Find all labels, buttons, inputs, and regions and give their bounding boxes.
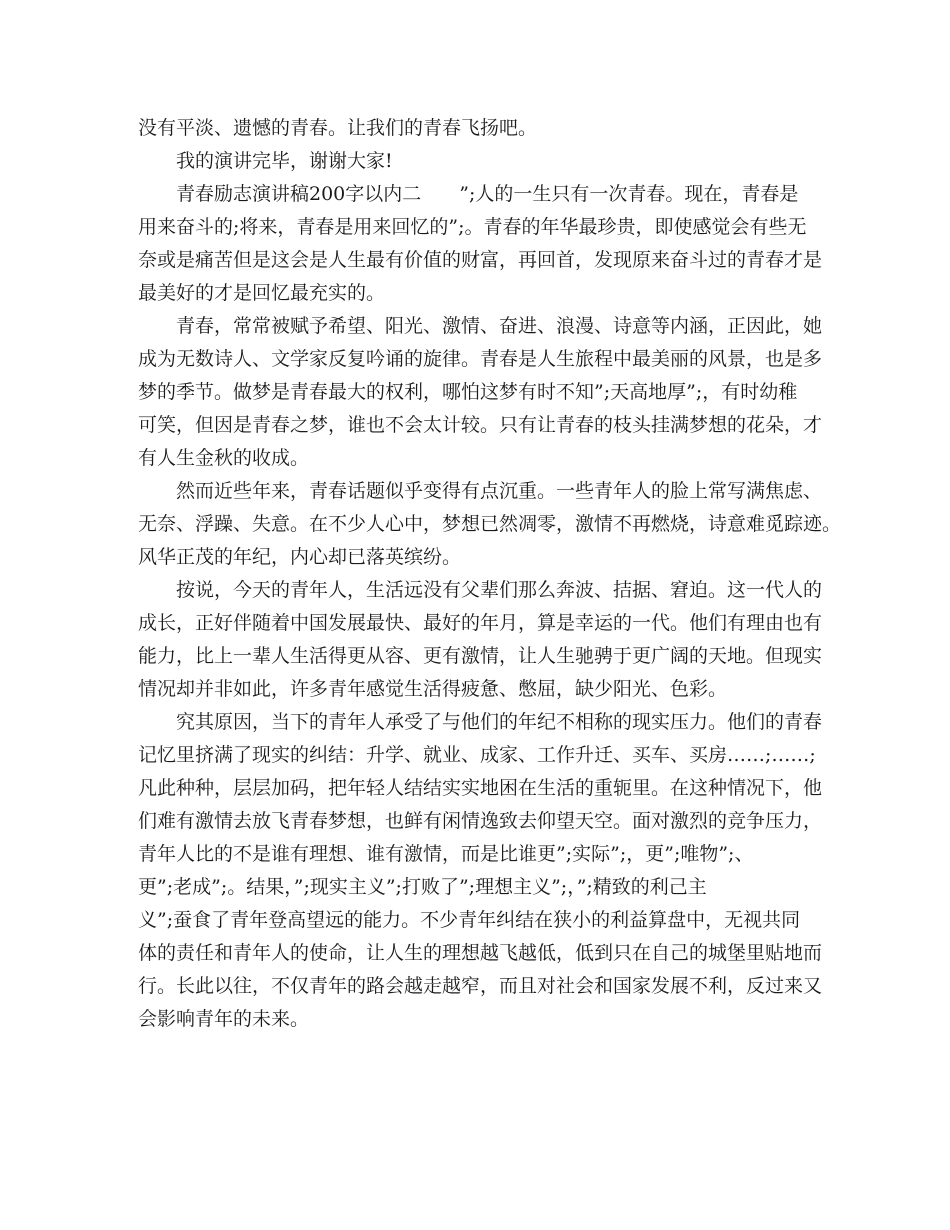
text-line: 梦的季节。做梦是青春最大的权利，哪怕这梦有时不知”;天高地厚”;，有时幼稚 [138, 381, 798, 403]
text-line: 最美好的才是回忆最充实的。 [138, 282, 386, 304]
text-line: 情况却并非如此，许多青年感觉生活得疲惫、憋屈，缺少阳光、色彩。 [138, 678, 728, 700]
text-line: 更”;老成”;。结果，”;现实主义”;打败了”;理想主义”;，”;精致的利己主 [138, 876, 707, 898]
text-line: 青年人比的不是谁有理想、谁有激情，而是比谁更”;实际”;，更”;唯物”;、 [138, 843, 754, 865]
text-line: 行。长此以往，不仅青年的路会越走越窄，而且对社会和国家发展不利，反过来又 [138, 975, 823, 997]
text-line: 风华正茂的年纪，内心却已落英缤纷。 [138, 546, 462, 568]
text-line: 无奈、浮躁、失意。在不少人心中，梦想已然凋零，激情不再燃烧，诗意难觅踪迹。 [138, 513, 842, 535]
text-line: 青春励志演讲稿200字以内二 ”;人的一生只有一次青春。现在，青春是 [176, 183, 799, 205]
text-line: 究其原因，当下的青年人承受了与他们的年纪不相称的现实压力。他们的青春 [176, 711, 823, 733]
text-line: 们难有激情去放飞青春梦想，也鲜有闲情逸致去仰望天空。面对激烈的竞争压力， [138, 810, 823, 832]
text-line: 用来奋斗的;将来，青春是用来回忆的”;。青春的年华最珍贵，即使感觉会有些无 [138, 216, 807, 238]
text-line: 会影响青年的未来。 [138, 1008, 310, 1030]
text-line: 成长，正好伴随着中国发展最快、最好的年月，算是幸运的一代。他们有理由也有 [138, 612, 823, 634]
text-line: 我的演讲完毕，谢谢大家! [176, 150, 393, 172]
text-line: 记忆里挤满了现实的纠结：升学、就业、成家、工作升迁、买车、买房……;……; [138, 744, 816, 766]
text-line: 能力，比上一辈人生活得更从容、更有激情，让人生驰骋于更广阔的天地。但现实 [138, 645, 823, 667]
text-line: 按说，今天的青年人，生活远没有父辈们那么奔波、拮据、窘迫。这一代人的 [176, 579, 823, 601]
text-line: 体的责任和青年人的使命，让人生的理想越飞越低，低到只在自己的城堡里贴地而 [138, 942, 823, 964]
text-line: 有人生金秋的收成。 [138, 447, 310, 469]
text-line: 然而近些年来，青春话题似乎变得有点沉重。一些青年人的脸上常写满焦虑、 [176, 480, 823, 502]
text-line: 青春，常常被赋予希望、阳光、激情、奋进、浪漫、诗意等内涵，正因此，她 [176, 315, 823, 337]
text-line: 没有平淡、遗憾的青春。让我们的青春飞扬吧。 [138, 117, 538, 139]
text-line: 奈或是痛苦但是这会是人生最有价值的财富，再回首，发现原来奋斗过的青春才是 [138, 249, 823, 271]
text-line: 凡此种种，层层加码，把年轻人结结实实地困在生活的重轭里。在这种情况下，他 [138, 777, 823, 799]
text-line: 成为无数诗人、文学家反复吟诵的旋律。青春是人生旅程中最美丽的风景，也是多 [138, 348, 823, 370]
text-line: 可笑，但因是青春之梦，谁也不会太计较。只有让青春的枝头挂满梦想的花朵，才 [138, 414, 823, 436]
text-line: 义”;蚕食了青年登高望远的能力。不少青年纠结在狭小的利益算盘中，无视共同 [138, 909, 801, 931]
body-text [138, 112, 842, 1036]
